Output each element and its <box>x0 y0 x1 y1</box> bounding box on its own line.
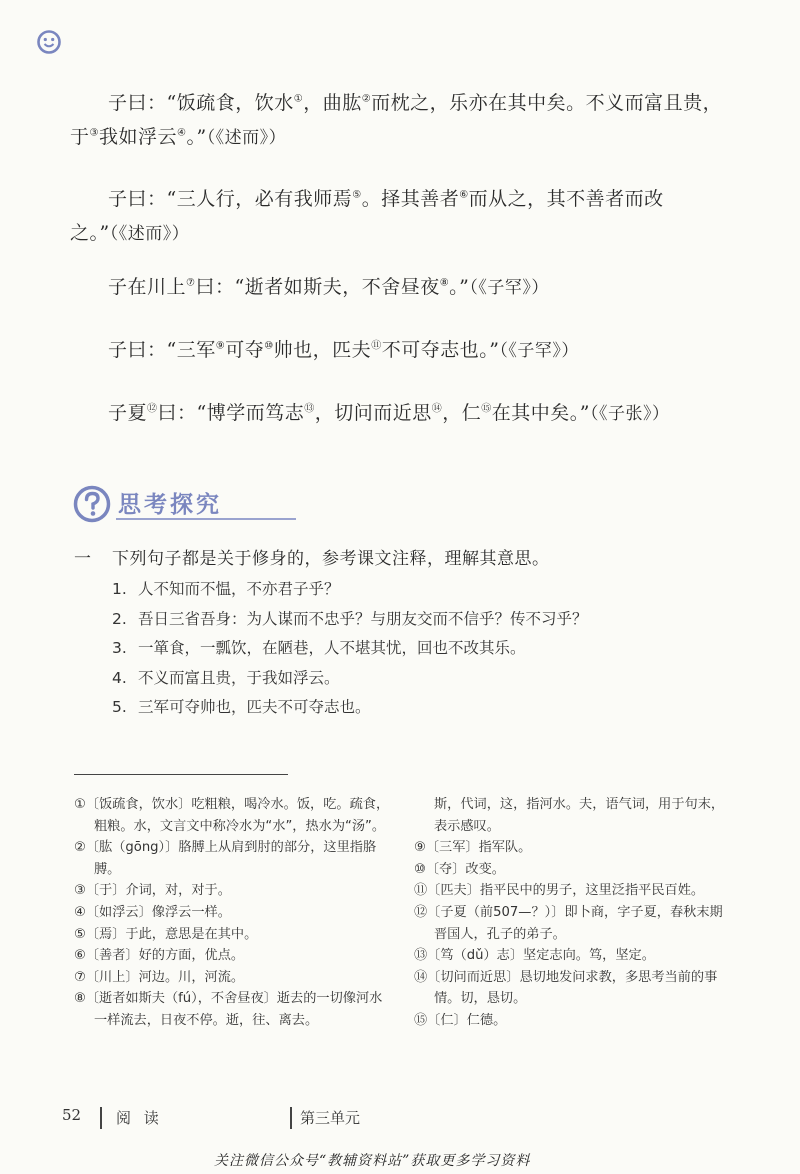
footer-divider <box>100 1107 102 1129</box>
passage-5: 子夏⑫曰：“博学而笃志⑬，切问而近思⑭，仁⑮在其中矣。”（《子张》） <box>108 402 670 424</box>
question-mark-icon <box>72 484 112 524</box>
footer-divider <box>290 1107 292 1129</box>
list-item: 4. 不义而富且贵，于我如浮云。 <box>112 668 340 687</box>
footnotes-right <box>414 794 728 1032</box>
passage-4: 子曰：“三军⑨可夺⑩帅也，匹夫⑪不可夺志也。”（《子罕》） <box>108 339 579 361</box>
section-title: 思考探究 <box>118 491 222 518</box>
footer-section: 阅 读 <box>116 1109 163 1127</box>
list-item: 2. 吾日三省吾身：为人谋而不忠乎？与朋友交而不信乎？传不习乎？ <box>112 609 588 628</box>
footnote: ⑦〔川上〕河边。川，河流。 <box>74 969 245 985</box>
watermark-text: 关注微信公众号“教辅资料站”获取更多学习资料 <box>214 1153 531 1169</box>
footnote-divider <box>74 774 288 775</box>
footnote: ①〔饭疏食，饮水〕吃粗粮，喝冷水。饭，吃。疏食，粗粮。水，文言文中称冷水为“水”，热水为“汤”。 <box>74 797 390 834</box>
question-intro: 一 下列句子都是关于修身的，参考课文注释，理解其意思。 <box>74 544 550 569</box>
footnote: ④〔如浮云〕像浮云一样。 <box>74 904 231 920</box>
footnote: ⑮〔仁〕仁德。 <box>414 1012 507 1028</box>
footnote: ⑨〔三军〕指军队。 <box>414 840 532 856</box>
section-underline <box>116 518 296 520</box>
footnote: ⑥〔善者〕好的方面，优点。 <box>74 948 245 964</box>
footnote: ②〔肱（gōng）〕胳膊上从肩到肘的部分，这里指胳膊。 <box>74 840 377 877</box>
page-number: 52 <box>62 1106 82 1124</box>
footnote: ⑩〔夺〕改变。 <box>414 861 505 877</box>
passage-3: 子在川上⑦曰：“逝者如斯夫，不舍昼夜⑧。”（《子罕》） <box>108 276 549 298</box>
list-item: 5. 三军可夺帅也，匹夫不可夺志也。 <box>112 698 371 716</box>
question-list <box>112 575 588 723</box>
passage-2: 子曰：“三人行，必有我师焉⑤。择其善者⑥而从之，其不善者而改之。”（《述而》） <box>70 188 664 244</box>
footnote: ⑬〔笃（dǔ）志〕坚定志向。笃，坚定。 <box>414 948 655 964</box>
source-label: （《子罕》） <box>469 278 549 298</box>
section-header <box>72 482 372 526</box>
list-item: 1. 人不知而不愠，不亦君子乎？ <box>112 580 340 598</box>
footnote: ⑧〔逝者如斯夫（fú），不舍昼夜〕逝去的一切像河水一样流去，日夜不停。逝，往、离去。 <box>74 991 383 1028</box>
passage-1: 子曰：“饭疏食，饮水①，曲肱②而枕之，乐亦在其中矣。不义而富且贵，于③我如浮云④。”（《述而》） <box>70 92 723 148</box>
source-label: （《子罕》） <box>499 341 579 361</box>
footnote: ⑤〔焉〕于此，意思是在其中。 <box>74 926 258 942</box>
footnote: ③〔于〕介词，对，对于。 <box>74 883 231 899</box>
footnote: ⑪〔匹夫〕指平民中的男子，这里泛指平民百姓。 <box>414 883 705 899</box>
footer-unit: 第三单元 <box>300 1109 361 1127</box>
footnote: ⑫〔子夏（前507—？）〕即卜商，字子夏，春秋末期晋国人，孔子的弟子。 <box>414 904 723 942</box>
source-label: （《述而》） <box>109 224 190 244</box>
question-number: 一 <box>74 549 92 569</box>
source-label: （《述而》） <box>206 128 287 148</box>
smiley-face-icon <box>36 29 62 55</box>
footnote: ⑭〔切问而近思〕恳切地发问求教，多思考当前的事情。切，恳切。 <box>414 969 718 1007</box>
footnotes-left <box>74 794 392 1032</box>
footnote-continuation: 斯，代词，这，指河水。夫，语气词，用于句末，表示感叹。 <box>434 797 725 834</box>
source-label: （《子张》） <box>589 404 670 424</box>
list-item: 3. 一箪食，一瓢饮，在陋巷，人不堪其忧，回也不改其乐。 <box>112 639 526 657</box>
